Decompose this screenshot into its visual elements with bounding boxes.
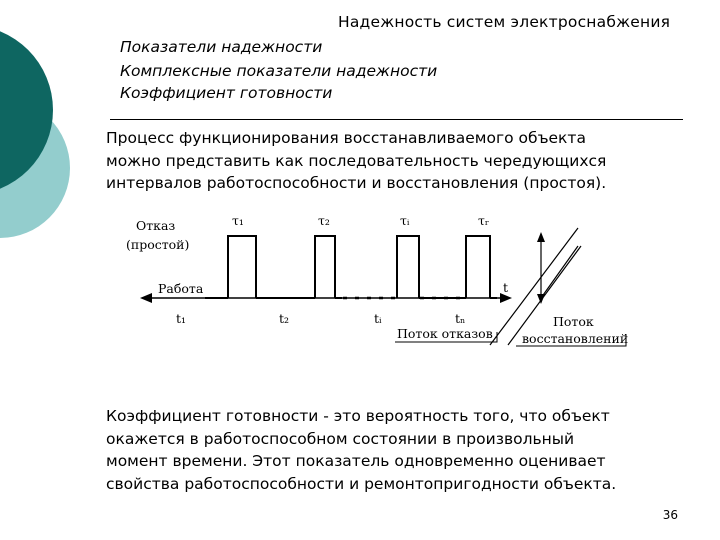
t-label-i: tᵢ [374, 311, 382, 326]
pulse-r [466, 236, 490, 298]
page-number: 36 [662, 508, 678, 522]
breadcrumb-level-2: Комплексные показатели надежности [120, 62, 438, 80]
tau-label-i: τᵢ [400, 213, 410, 228]
failure-flow-label: Поток отказов [397, 326, 493, 341]
recovery-flow-label-line2: восстановлений [522, 331, 629, 346]
pulse-2 [315, 236, 335, 298]
work-label: Работа [158, 281, 204, 296]
breadcrumb-level-3: Коэффициент готовности [120, 84, 333, 102]
pulse-i [397, 236, 419, 298]
t-label-1: t₁ [176, 311, 187, 326]
tau-label-2: τ₂ [318, 213, 330, 228]
slide-title: Надежность систем электроснабжения [338, 13, 671, 31]
t-label-n: tₙ [455, 311, 466, 326]
pulse-1 [228, 236, 256, 298]
vertical-arrow-up [537, 232, 545, 242]
t-label-2: t₂ [279, 311, 290, 326]
conclusion-paragraph: Коэффициент готовности - это вероятность того, что объект окажется в работоспособном состоянии в произвольный момент времени. Этот показатель одновременно оценивает свойства работоспособности и ремонтопригодности объекта. [106, 407, 617, 493]
tau-label-r: τᵣ [478, 213, 490, 228]
vertical-arrow-down [537, 294, 545, 304]
failure-label-line2: (простой) [126, 237, 190, 252]
recovery-flow-label-line1: Поток [553, 314, 594, 329]
failure-label-line1: Отказ [136, 218, 176, 233]
intro-paragraph: Процесс функционирования восстанавливаемого объекта можно представить как последовательность чередующихся интервалов работоспособности и восстановления (простоя). [106, 129, 607, 192]
axis-start-arrow [140, 293, 152, 303]
axis-t-label: t [503, 280, 509, 295]
tau-label-1: τ₁ [232, 213, 244, 228]
breadcrumb-level-1: Показатели надежности [120, 38, 323, 56]
recovery-flow-line-2 [541, 246, 578, 298]
